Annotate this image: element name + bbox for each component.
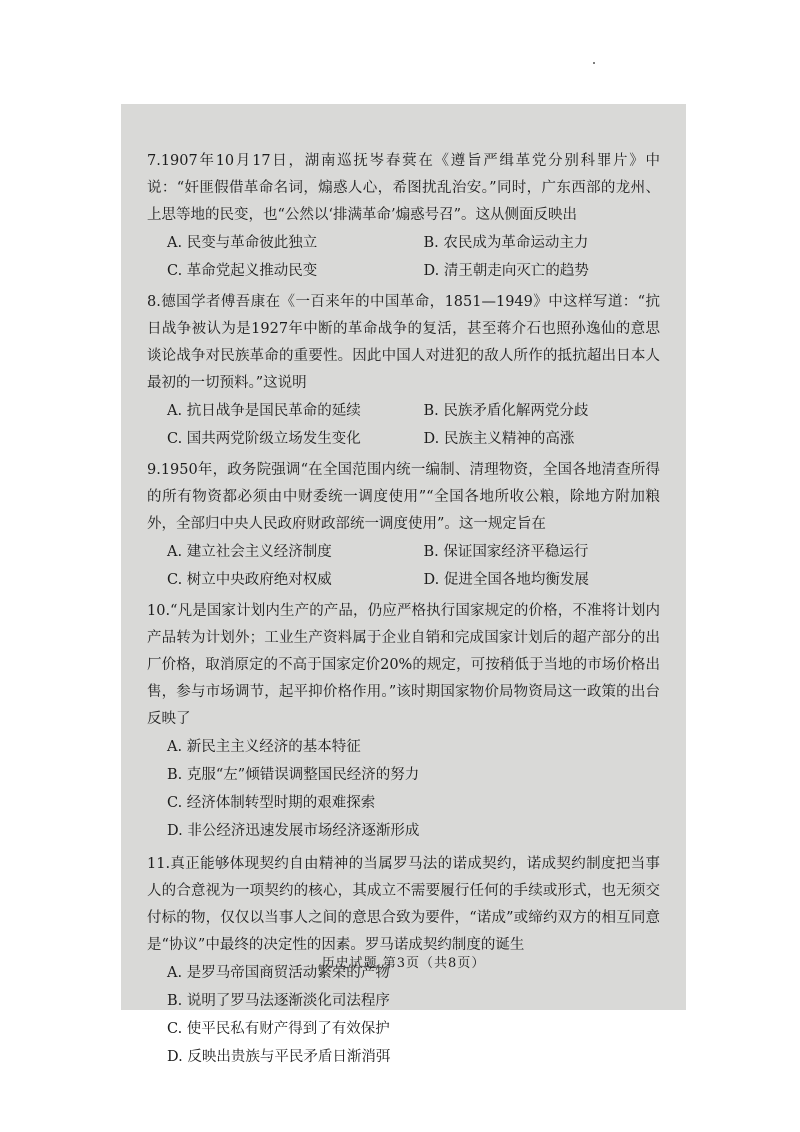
question-stem: 9.1950年，政务院强调“在全国范围内统一编制、清理物资，全国各地清查所得的所有物资都必须由中财委统一调度使用”“全国各地所收公粮，除地方附加粮外，全部归中央人民政府财政部统一调度使用”。这一规定旨在 — [147, 462, 660, 532]
option-d: D. 反映出贵族与平民矛盾日渐消弭 — [167, 1049, 391, 1065]
option-d: D. 民族主义精神的高涨 — [423, 431, 575, 447]
question-9 — [147, 457, 660, 594]
option-a: A. 新民主主义经济的基本特征 — [167, 739, 361, 755]
option-b: B. 克服“左”倾错误调整国民经济的努力 — [167, 767, 420, 783]
option-d: D. 非公经济迅速发展市场经济逐渐形成 — [167, 823, 420, 839]
exam-page — [121, 104, 686, 1065]
question-stem: 11.真正能够体现契约自由精神的当属罗马法的诺成契约，诺成契约制度把当事人的合意视为一项契约的核心，其成立不需要履行任何的手续或形式，也无须交付标的物，仅仅以当事人之间的意思合致为要件，“诺成”或缔约双方的相互同意是“协议”中最终的决定性的因素。罗马诺成契约制度的诞生 — [147, 856, 660, 953]
question-10 — [147, 598, 660, 845]
option-b: B. 保证国家经济平稳运行 — [423, 544, 589, 560]
question-stem: 7.1907年10月17日，湖南巡抚岑春蓂在《遵旨严缉革党分别科罪片》中说：“奸匪假借革命名词，煽惑人心，希图扰乱治安。”同时，广东西部的龙州、上思等地的民变，也“公然以‘排满革命’煽惑号召”。这从侧面反映出 — [147, 153, 660, 223]
option-list — [167, 229, 660, 285]
page-footer: 历史试题 第3页（共8页） — [321, 956, 486, 971]
option-list — [167, 397, 660, 453]
option-c: C. 国共两党阶级立场发生变化 — [167, 431, 361, 447]
question-8 — [147, 289, 660, 453]
option-b: B. 民族矛盾化解两党分歧 — [423, 403, 589, 419]
option-list — [167, 538, 660, 594]
option-a: A. 民变与革命彼此独立 — [167, 235, 318, 251]
option-a: A. 建立社会主义经济制度 — [167, 544, 332, 560]
scan-speck — [593, 62, 595, 64]
option-c: C. 经济体制转型时期的艰难探索 — [167, 795, 376, 811]
option-d: D. 清王朝走向灭亡的趋势 — [423, 263, 589, 279]
option-c: C. 树立中央政府绝对权威 — [167, 572, 332, 588]
option-a: A. 是罗马帝国商贸活动繁荣的产物 — [167, 965, 390, 981]
option-c: C. 革命党起义推动民变 — [167, 263, 318, 279]
question-7 — [147, 148, 660, 285]
option-list — [167, 733, 660, 845]
option-d: D. 促进全国各地均衡发展 — [423, 572, 589, 588]
option-c: C. 使平民私有财产得到了有效保护 — [167, 1021, 390, 1037]
option-list — [167, 959, 660, 1071]
option-a: A. 抗日战争是国民革命的延续 — [167, 403, 361, 419]
question-stem: 10.“凡是国家计划内生产的产品，仍应严格执行国家规定的价格，不准将计划内产品转为计划外；工业生产资料属于企业自销和完成国家计划后的超产部分的出厂价格，取消原定的不高于国家定价20%的规定，可按稍低于当地的市场价格出售，参与市场调节，起平抑价格作用。”该时期国家物价局物资局这一政策的出台反映了 — [147, 603, 660, 727]
question-stem: 8.德国学者傅吾康在《一百来年的中国革命，1851—1949》中这样写道：“抗日战争被认为是1927年中断的革命战争的复活，甚至蒋介石也照孙逸仙的意思谈论战争对民族革命的重要性。因此中国人对进犯的敌人所作的抵抗超出日本人最初的一切预料。”这说明 — [147, 294, 660, 391]
option-b: B. 说明了罗马法逐渐淡化司法程序 — [167, 993, 390, 1009]
option-b: B. 农民成为革命运动主力 — [423, 235, 589, 251]
